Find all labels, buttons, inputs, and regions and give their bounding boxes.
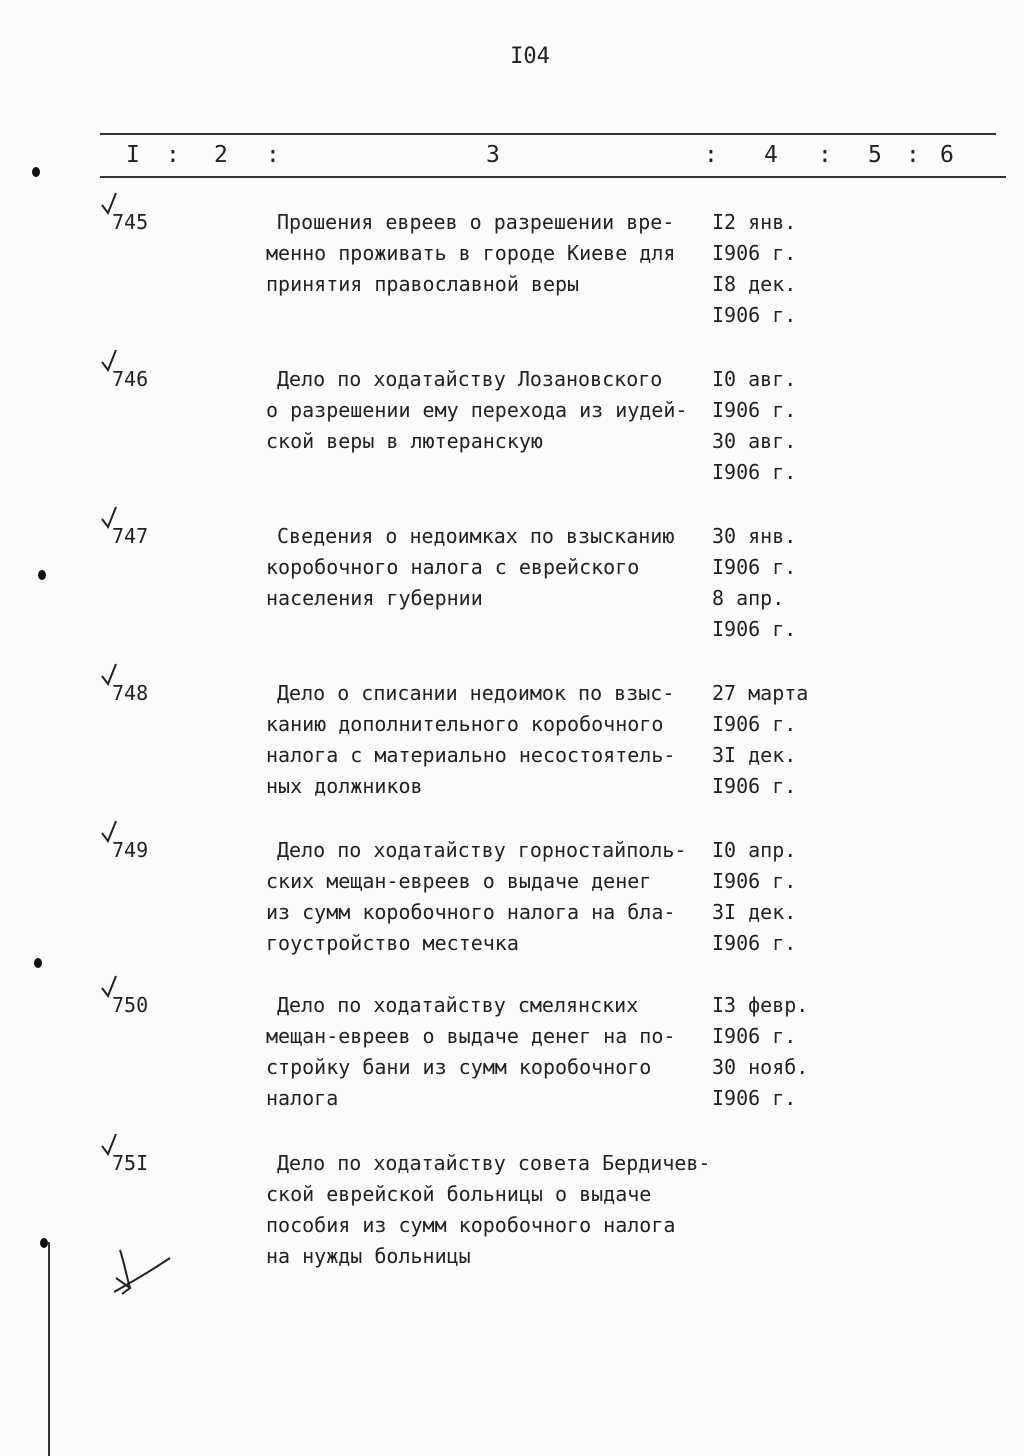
entry-description-line: Дело о списании недоимок по взыс- [277,681,675,705]
entry-date-line: 30 нояб. [712,1055,809,1079]
entry-number: 745 [112,210,149,234]
binder-hole-mark [40,1238,48,1248]
header-separator: : [704,142,718,168]
entry-date-line: I906 г. [712,869,797,893]
entry-description-line: Сведения о недоимках по взысканию [277,524,675,548]
header-separator: : [906,142,920,168]
handwritten-cross-icon [112,1248,176,1298]
header-separator: : [818,142,832,168]
table-row [0,990,1024,1130]
entry-number: 75I [112,1151,149,1175]
entry-number: 748 [112,681,149,705]
entry-date-line: 3I дек. [712,900,797,924]
entry-date-line: 8 апр. [712,586,785,610]
table-row [0,678,1024,818]
entry-date-line: 30 авг. [712,429,797,453]
entry-date-line: I906 г. [712,774,797,798]
entry-description-line: на нужды больницы [266,1244,471,1268]
binder-hole-mark [34,958,42,968]
entry-number: 750 [112,993,149,1017]
table-row [0,835,1024,975]
entry-number: 746 [112,367,149,391]
header-column-5: 5 [868,142,882,168]
table-header-top-rule [100,133,996,135]
entry-description-line: пособия из сумм коробочного налога [266,1213,676,1237]
entry-date-line: I0 авг. [712,367,797,391]
entry-description-line: ской еврейской больницы о выдаче [266,1182,652,1206]
entry-description-line: ных должников [266,774,423,798]
entry-date-line: I0 апр. [712,838,797,862]
entry-description-line: гоустройство местечка [266,931,519,955]
entry-description-line: мещан-евреев о выдаче денег на по- [266,1024,676,1048]
table-row [0,207,1024,347]
entry-date-line: I906 г. [712,1024,797,1048]
binder-hole-mark [32,167,40,177]
entry-date-line: I906 г. [712,712,797,736]
entry-date-line: I8 дек. [712,272,797,296]
page-number: I04 [510,44,550,69]
entry-date-line: I906 г. [712,931,797,955]
entry-description-line: коробочного налога с еврейского [266,555,640,579]
entry-description-line: стройку бани из сумм коробочного [266,1055,652,1079]
entry-number: 747 [112,524,149,548]
header-column-6: 6 [940,142,954,168]
entry-date-line: I906 г. [712,460,797,484]
entry-date-line: I906 г. [712,555,797,579]
header-column-3: 3 [486,142,500,168]
entry-date-line: I3 февр. [712,993,809,1017]
entry-date-line: I906 г. [712,1086,797,1110]
entry-date-line: I906 г. [712,241,797,265]
table-row [0,521,1024,661]
entry-description-line: ской веры в лютеранскую [266,429,543,453]
header-column-2: 2 [214,142,228,168]
entry-description-line: из сумм коробочного налога на бла- [266,900,676,924]
entry-date-line: 30 янв. [712,524,797,548]
header-column-4: 4 [764,142,778,168]
entry-description-line: Дело по ходатайству горностайполь- [277,838,687,862]
entry-description-line: Дело по ходатайству смелянских [277,993,639,1017]
entry-date-line: I906 г. [712,303,797,327]
entry-description-line: менно проживать в городе Киеве для [266,241,676,265]
entry-description-line: канию дополнительного коробочного [266,712,664,736]
entry-description-line: Дело по ходатайству Лозановского [277,367,663,391]
entry-date-line: I906 г. [712,398,797,422]
entry-description-line: Дело по ходатайству совета Бердичев- [277,1151,711,1175]
table-row [0,364,1024,504]
entry-description-line: ских мещан-евреев о выдаче денег [266,869,652,893]
margin-line [48,1242,50,1456]
entry-description-line: налога [266,1086,339,1110]
entry-description-line: принятия православной веры [266,272,580,296]
entry-number: 749 [112,838,149,862]
header-column-1: I [126,142,140,168]
entry-date-line: 27 марта [712,681,809,705]
entry-description-line: налога с материально несостоятель- [266,743,676,767]
entry-description-line: Прошения евреев о разрешении вре- [277,210,675,234]
header-separator: : [166,142,180,168]
entry-date-line: 3I дек. [712,743,797,767]
entry-date-line: I906 г. [712,617,797,641]
table-header-bottom-rule [100,176,1006,178]
binder-hole-mark [38,570,46,580]
entry-date-line: I2 янв. [712,210,797,234]
entry-description-line: населения губернии [266,586,483,610]
header-separator: : [266,142,280,168]
entry-description-line: о разрешении ему перехода из иудей- [266,398,688,422]
